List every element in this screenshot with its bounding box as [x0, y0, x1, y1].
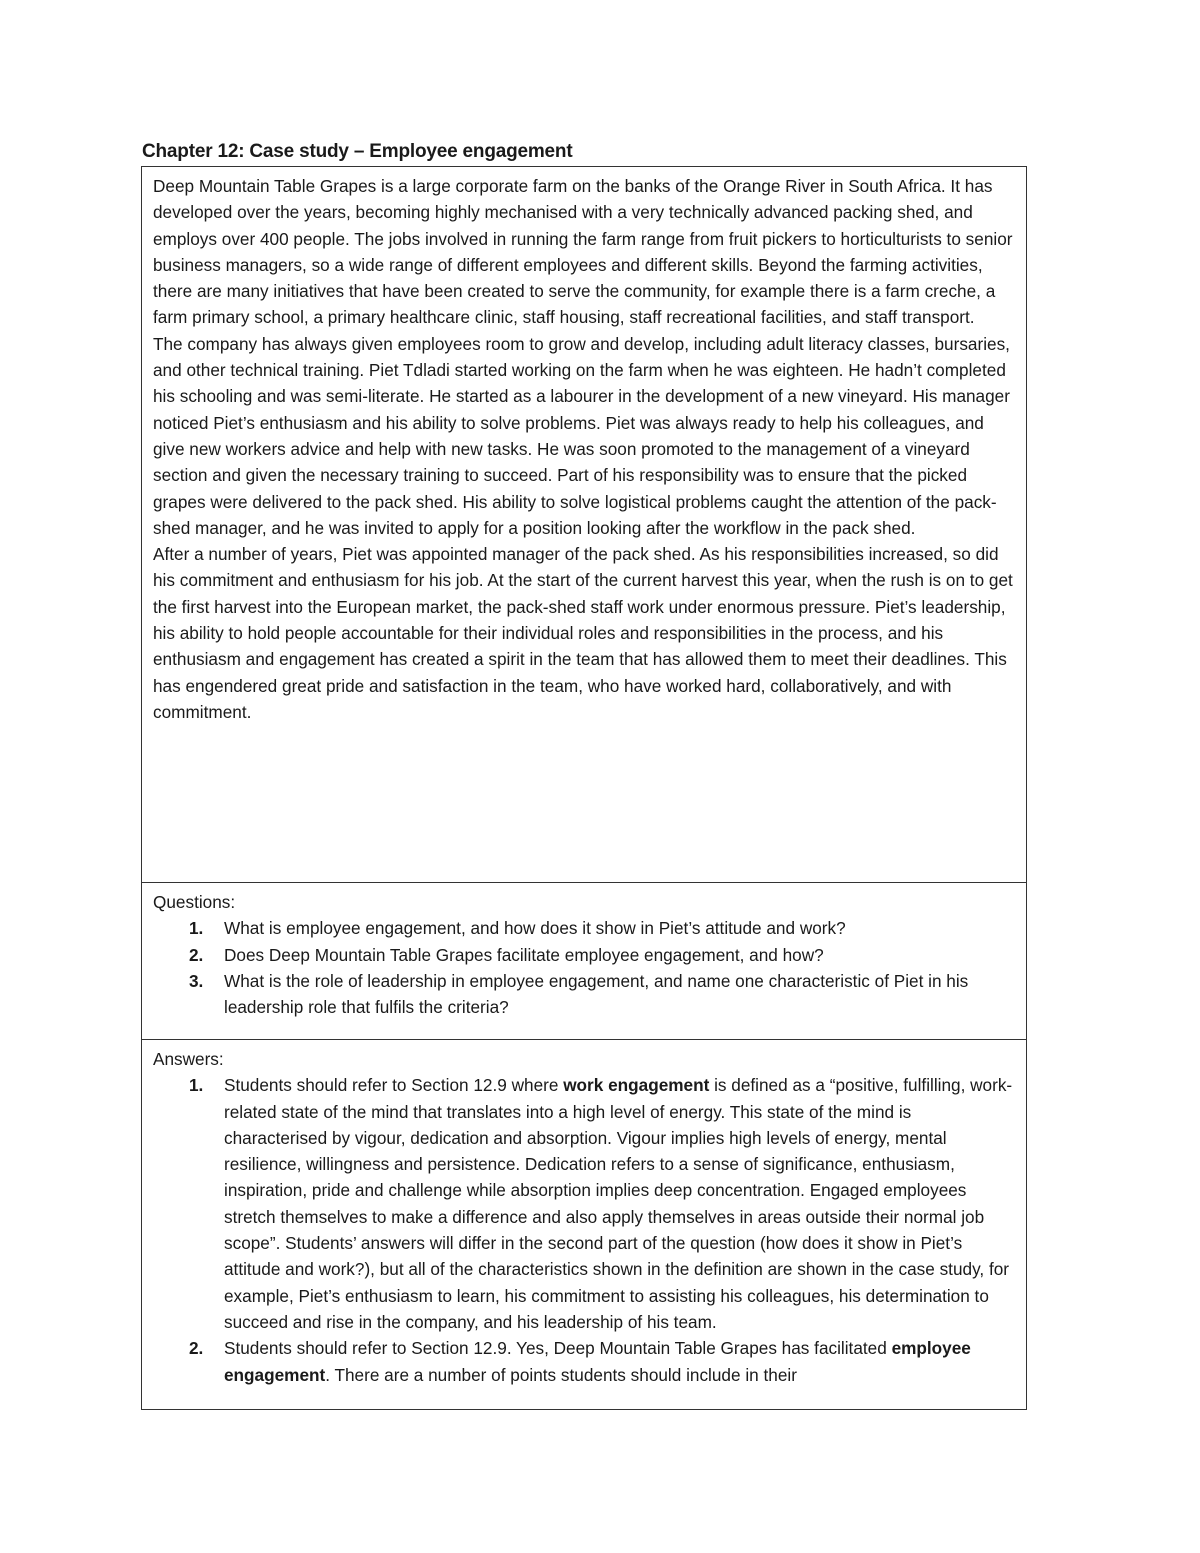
- answer-item: [153, 1072, 1014, 1335]
- answer-text-post: is defined as a “positive, fulfilling, work-related state of the mind that translates into a high level of energy. This state of the mind is characterised by vigour, dedication and absorption. Vigour implies high levels of energy, mental resilience, willingness and persistence. Dedication refers to a sense of significance, enthusiasm, inspiration, pride and challenge while absorption implies deep concentration. Engaged employees stretch themselves to make a difference and also apply themselves in areas outside their normal job scope”. Students’ answers will differ in the second part of the question (how does it show in Piet’s attitude and work?), but all of the characteristics shown in the definition are shown in the case study, for example, Piet’s enthusiasm to learn, his commitment to assisting his colleagues, his determination to succeed and rise in the company, and his leadership of his team.: [224, 1075, 1013, 1332]
- answers-heading: Answers:: [153, 1049, 224, 1069]
- case-paragraph-1: Deep Mountain Table Grapes is a large corporate farm on the banks of the Orange River in South Africa. It has developed over the years, becoming highly mechanised with a very technically advanced packing shed, and employs over 400 people. The jobs involved in running the farm range from fruit pickers to horticulturists to senior business managers, so a wide range of different employees and different skills. Beyond the farming activities, there are many initiatives that have been created to serve the community, for example there is a farm creche, a farm primary school, a primary healthcare clinic, staff housing, staff recreational facilities, and staff transport.: [153, 176, 1013, 328]
- questions-cell: [142, 883, 1026, 1040]
- question-text: Does Deep Mountain Table Grapes facilitate employee engagement, and how?: [224, 944, 824, 965]
- page-title: Chapter 12: Case study – Employee engagement: [142, 141, 573, 162]
- case-description-cell: [142, 167, 1026, 883]
- answer-number: 2.: [189, 1338, 204, 1359]
- case-paragraph-2: The company has always given employees room to grow and develop, including adult literacy classes, bursaries, and other technical training. Piet Tdladi started working on the farm when he was eighteen. He hadn’t completed his schooling and was semi-literate. He started as a labourer in the development of a new vineyard. His manager noticed Piet’s enthusiasm and his ability to solve problems. Piet was always ready to help his colleagues, and give new workers advice and help with new tasks. He was soon promoted to the management of a vineyard section and given the necessary training to succeed. Part of his responsibility was to ensure that the picked grapes were delivered to the pack shed. His ability to solve logistical problems caught the attention of the pack-shed manager, and he was invited to apply for a position looking after the workflow in the pack shed.: [153, 333, 1010, 538]
- question-number: 2.: [189, 944, 204, 965]
- question-item: [153, 968, 1014, 1021]
- question-text: What is employee engagement, and how does it show in Piet’s attitude and work?: [224, 918, 846, 939]
- answer-key-term: work engagement: [563, 1075, 710, 1096]
- answer-text-post: . There are a number of points students should include in their: [325, 1364, 797, 1385]
- answer-key-term: employee engagement: [224, 1338, 971, 1385]
- question-number: 1.: [189, 918, 204, 939]
- answer-item: [153, 1335, 1014, 1388]
- answers-cell: [142, 1040, 1026, 1406]
- case-study-table: [141, 166, 1027, 1410]
- answer-number: 1.: [189, 1075, 204, 1096]
- question-item: [153, 942, 1014, 968]
- question-item: [153, 915, 1014, 941]
- questions-heading: Questions:: [153, 892, 236, 912]
- answer-text-pre: Students should refer to Section 12.9. Yes, Deep Mountain Table Grapes has facilitated: [224, 1338, 892, 1359]
- answer-text-pre: Students should refer to Section 12.9 where: [224, 1075, 564, 1096]
- questions-list: [153, 915, 1014, 1020]
- question-number: 3.: [189, 970, 204, 991]
- question-text: What is the role of leadership in employee engagement, and name one characteristic of Piet in his leadership role that fulfils the criteria?: [224, 970, 969, 1018]
- case-paragraph-3: After a number of years, Piet was appointed manager of the pack shed. As his responsibilities increased, so did his commitment and enthusiasm for his job. At the start of the current harvest this year, when the rush is on to get the first harvest into the European market, the pack-shed staff work under enormous pressure. Piet’s leadership, his ability to hold people accountable for their individual roles and responsibilities in the process, and his enthusiasm and engagement has created a spirit in the team that has allowed them to meet their deadlines. This has engendered great pride and satisfaction in the team, who have worked hard, collaboratively, and with commitment.: [153, 544, 1013, 722]
- answers-list: [153, 1072, 1014, 1388]
